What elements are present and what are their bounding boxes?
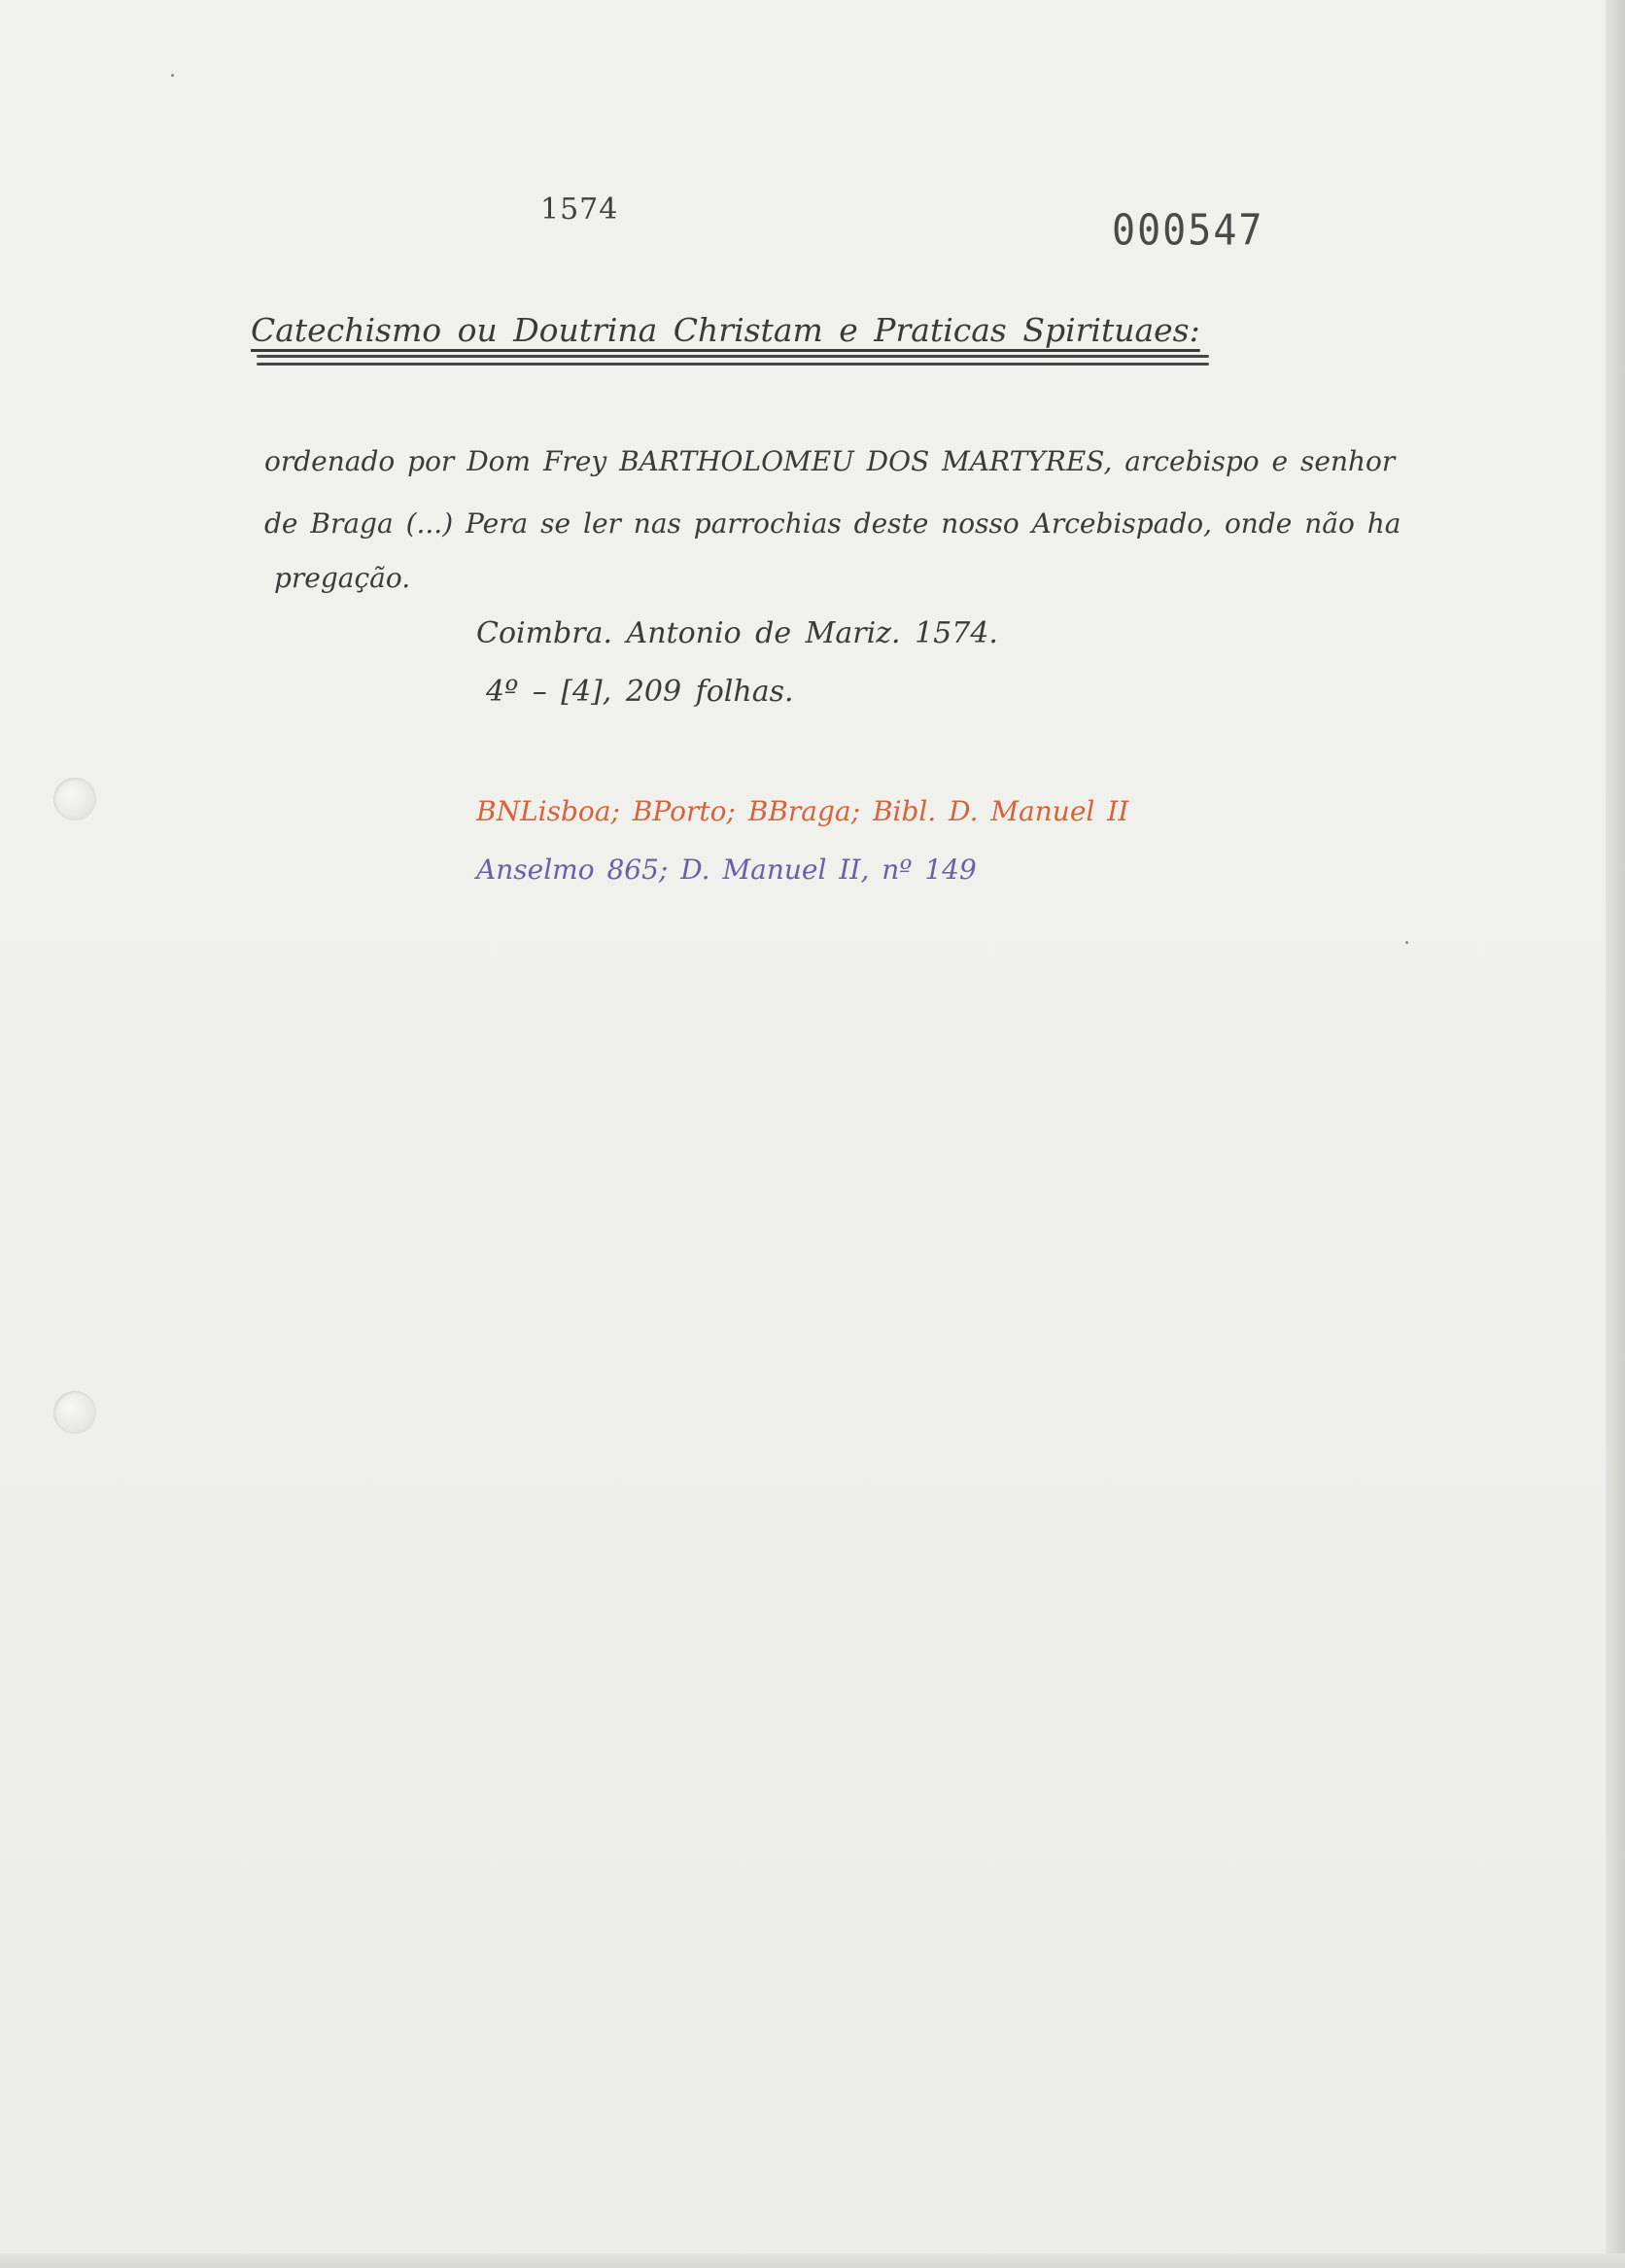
description-line: de Braga (...) Pera se ler nas parrochias deste nosso Arcebispado, onde não ha xyxy=(264,507,1401,540)
paper-speck xyxy=(1405,941,1408,944)
title-double-underline xyxy=(257,355,1209,358)
imprint-line: Coimbra. Antonio de Mariz. 1574. xyxy=(476,616,998,650)
library-holdings: BNLisboa; BPorto; BBraga; Bibl. D. Manuel II xyxy=(476,795,1129,827)
description-line: pregação. xyxy=(274,562,411,594)
collation-line: 4º – [4], 209 folhas. xyxy=(486,675,794,709)
card-bottom-edge xyxy=(0,2253,1625,2268)
book-title: Catechismo ou Doutrina Christam e Praticas Spirituaes: xyxy=(251,311,1200,349)
description-line: ordenado por Dom Frey BARTHOLOMEU DOS MARTYRES, arcebispo e senhor xyxy=(264,445,1396,477)
card-right-edge xyxy=(1606,0,1625,2268)
punch-hole-bottom xyxy=(53,1391,96,1434)
bibliographic-references: Anselmo 865; D. Manuel II, nº 149 xyxy=(476,854,977,886)
catalog-number-stamp: 000547 xyxy=(1112,205,1264,256)
year-heading: 1574 xyxy=(540,192,619,227)
paper-speck xyxy=(171,74,174,77)
punch-hole-top xyxy=(53,778,96,820)
title-double-underline xyxy=(257,363,1209,366)
